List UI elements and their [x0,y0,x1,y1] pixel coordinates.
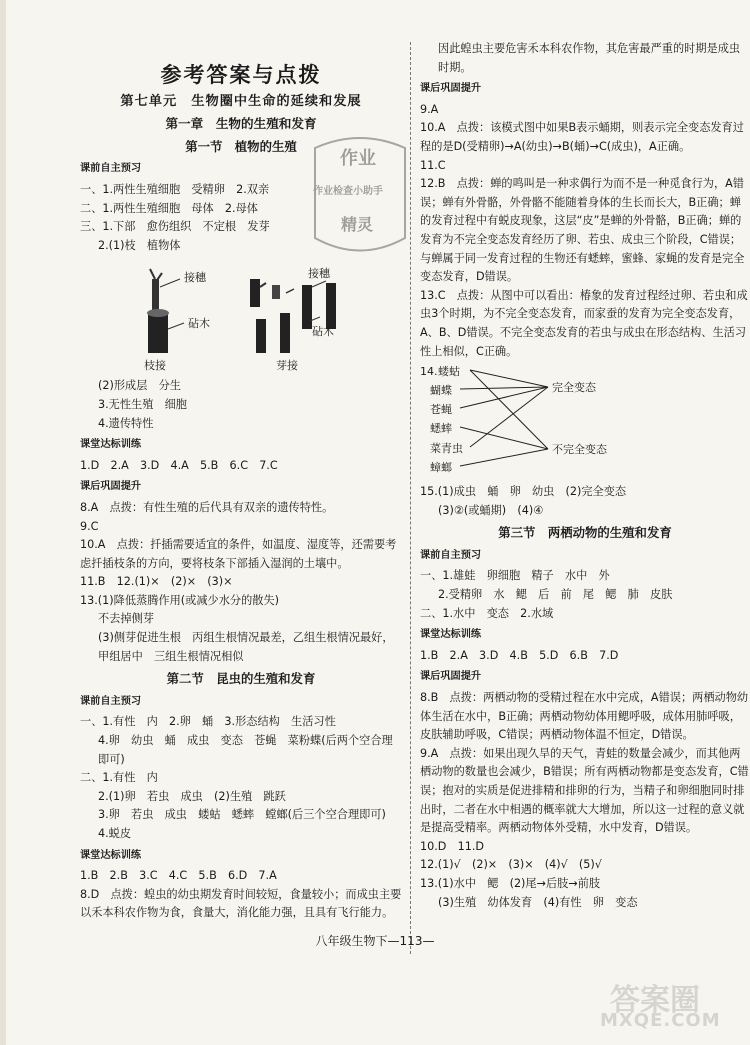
bud-stock-5 [280,313,290,353]
answer-line: 一、1.两性生殖细胞 受精卵 2.双亲 [80,182,270,196]
answer-line: 3.无性生殖 细胞 [98,397,187,411]
answer-line: 二、1.两性生殖细胞 母体 2.母体 [80,201,258,215]
section-label-class: 课堂达标训练 [80,849,142,861]
bud-stock-4 [256,319,266,353]
answer-line: 1.B 2.A 3.D 4.B 5.D 6.B 7.D [420,648,619,662]
stamp-text: 作业检查小助手 [313,186,383,197]
answer-line: (3)②(或蛹期) (4)④ [438,503,544,517]
answer-line: 13.C 点拨：从图中可以看出：椿象的发育过程经过卵、若虫和成虫3个时期，为不完全变态发育，而家蚕的发育为完全变态发育，A、B、D错误。不完全变态发育的若虫与成虫在形态结构、生活习性上相似，C正确。 [420,288,748,358]
bud-piece [272,285,280,299]
answer-line: 4.蜕皮 [98,827,132,840]
answer-line: 4.遗传特性 [98,416,154,430]
animal-label: 蝼蛄 [438,365,460,379]
answer-line: 11.C [420,158,446,172]
label-stock-right: 砧木 [312,325,334,339]
answer-line: 9.C [80,519,99,533]
answer-line: 三、1.下部 愈伤组织 不定根 发芽 [80,220,270,234]
section-label-class: 课堂达标训练 [420,629,482,641]
incomplete-metamorphosis-label: 不完全变态 [552,443,607,457]
unit-title: 第七单元 生物圈中生命的延续和发展 [120,93,362,109]
answer-line: 不去掉侧芽 [98,612,154,626]
label-stock-left: 砧木 [188,317,210,331]
section2-title: 第二节 昆虫的生殖和发育 [166,671,316,687]
chapter-title: 第一章 生物的生殖和发育 [165,116,317,132]
complete-metamorphosis-label: 完全变态 [552,381,596,395]
animal-label: 蝴蝶 [430,384,452,398]
section-label-class: 课堂达标训练 [80,439,142,451]
section-label-pre: 课前自主预习 [420,549,482,561]
answer-line: 二、1.有性 内 [80,771,158,785]
answer-line: 12.B 点拨：蝉的鸣叫是一种求偶行为而不是一种觅食行为，A错误；蝉有外骨骼，外骨骼不能随着身体的生长而长大，B正确；蝉的发育过程中有蜕皮现象，这层“皮”是蝉的外骨骼，B正确；蝉的发育为不完全变态发育经历了卵、若虫、成虫三个阶段，C错误；与蝉属于同一发育过程的生物还有蟋蟀，蜜蜂、家蝇的发育是完全变态发育，D错误。 [420,177,745,284]
answer-line: 13.(1)降低蒸腾作用(或减少水分的散失) [80,593,279,607]
answer-line: 4.卵 幼虫 蛹 成虫 变态 苍蝇 菜粉蝶(后两个空合理即可) [98,734,393,766]
animal-label: 蟋蟀 [430,422,452,436]
label-scion-left: 接穗 [184,271,206,285]
page-footer: 八年级生物下—113— [315,934,435,948]
answer-line: 8.B 点拨：两栖动物的受精过程在水中完成，A错误；两栖动物幼体生活在水中，B正确；两栖动物幼体用鳃呼吸，成体用肺呼吸，皮肤辅助呼吸，C错误；两栖动物体温不恒定，D错误。 [420,691,749,742]
answer-line: 二、1.水中 变态 2.水域 [420,606,554,620]
answer-line: (3)侧芽促进生根 丙组生根情况最差，乙组生根情况最好，甲组居中 三组生根情况相似 [98,631,394,663]
section-label-after: 课后巩固提升 [80,481,142,493]
answer-line: 2.(1)枝 植物体 [98,238,181,252]
answer-line: 9.A [420,102,439,116]
section-label-after: 课后巩固提升 [420,671,482,683]
answer-line: 15.(1)成虫 蛹 卵 幼虫 (2)完全变态 [420,485,627,499]
label-bud-graft: 芽接 [276,359,298,373]
animal-label: 蟑螂 [430,461,452,475]
animal-label: 苍蝇 [430,403,452,417]
stamp-text: 精灵 [341,215,374,234]
metamorphosis-matching [420,363,750,481]
answer-line: (2)形成层 分生 [98,379,181,393]
answer-line: 11.B 12.(1)× (2)× (3)× [80,575,233,589]
section-label-after: 课后巩固提升 [420,83,482,95]
section3-title: 第三节 两栖动物的生殖和发育 [498,525,672,541]
watermark-text: 答案圈 [610,983,700,1018]
site-watermark [600,975,740,1035]
watermark-url: MXQE.COM [600,1010,721,1031]
page-binding-edge [0,0,6,1045]
answer-line: 1.B 2.B 3.C 4.C 5.B 6.D 7.A [80,869,277,883]
answer-line: 12.(1)√ (2)× (3)× (4)√ (5)√ [420,858,602,872]
answer-line: 2.受精卵 水 鳃 后 前 尾 鳃 肺 皮肤 [438,588,673,602]
section-label-pre: 课前自主预习 [80,695,142,707]
stamp-text: 作业 [340,148,376,169]
right-column [420,40,750,912]
question-number: 14. [420,365,438,379]
answer-line: 2.(1)卵 若虫 成虫 (2)生殖 跳跃 [98,789,286,803]
grafting-diagram [80,257,402,375]
answer-line: 10.A 点拨：该模式图中如果B表示蛹期，则表示完全变态发育过程的是D(受精卵)→A(幼虫)→B(蛹)→C(成虫)，A正确。 [420,121,744,153]
answer-line: 9.A 点拨：如果出现久旱的天气，青蛙的数量会减少，而其他两栖动物的数量也会减少，B错误；所有两栖动物都是变态发育，C错误；抱对的实质是促进排精和排卵的行为，当精子和卵细胞同时排出时，二者在水中相遇的概率就大大增加，所以这一过程的意义就是提高受精率。两栖动物体外受精，水中发育，D错误。 [420,746,749,835]
answer-line: 10.D 11.D [420,839,485,853]
main-title: 参考答案与点拨 [160,63,322,87]
label-branch-graft: 枝接 [144,359,166,373]
homework-stamp [305,128,415,263]
answer-line: 1.D 2.A 3.D 4.A 5.B 6.C 7.C [80,458,278,472]
stock-trunk [148,313,168,353]
grafting-illustration [80,257,402,375]
answer-line: 13.(1)水中 鳃 (2)尾→后肢→前肢 [420,876,601,890]
animal-label: 菜青虫 [430,442,463,456]
answer-line: 8.D 点拨：蝗虫的幼虫期发育时间较短，食量较小；而成虫主要以禾本科农作物为食，食量大，消化能力强，且具有飞行能力。 [80,887,402,920]
answer-line: 3.卵 若虫 成虫 蝼蛄 蟋蟀 螳螂(后三个空合理即可) [98,808,386,822]
answer-line: 因此蝗虫主要危害禾本科农作物，其危害最严重的时期是成虫时期。 [438,42,741,74]
bud-stock-1 [250,279,260,307]
answer-line: (3)生殖 幼体发育 (4)有性 卵 变态 [438,895,638,909]
section-label-pre: 课前自主预习 [80,163,142,175]
scion-branch [152,279,159,311]
answer-line: 8.A 点拨：有性生殖的后代具有双亲的遗传特性。 [80,500,334,514]
label-scion-right: 接穗 [308,267,330,281]
answer-line: 一、1.有性 内 2.卵 蛹 3.形态结构 生活习性 [80,715,336,729]
section1-title: 第一节 植物的生殖 [185,138,297,154]
answer-line: 一、1.雄蛙 卵细胞 精子 水中 外 [420,569,610,583]
bud-stock-2 [302,285,312,329]
answer-line: 10.A 点拨：扦插需要适宜的条件，如温度、湿度等，还需要考虑扦插枝条的方向，要将枝条下部插入湿润的土壤中。 [80,538,397,570]
